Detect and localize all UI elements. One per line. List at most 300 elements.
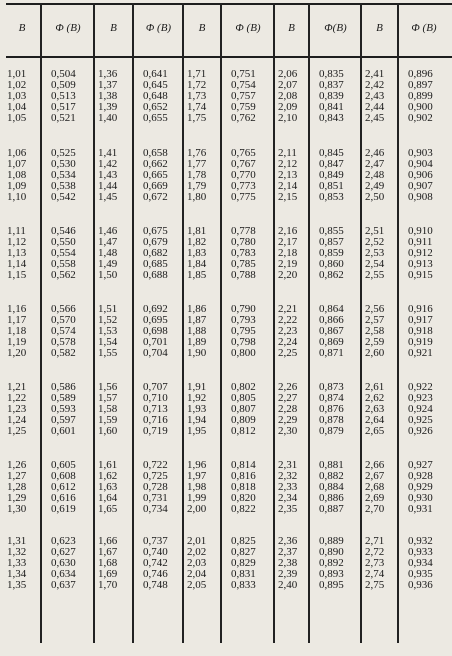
phi-value: 0,504 <box>51 68 76 80</box>
phi-value: 0,871 <box>319 347 344 359</box>
b-value: 2,44 <box>365 101 385 113</box>
b-value: 2,16 <box>278 225 298 237</box>
phi-value: 0,790 <box>231 303 256 315</box>
phi-value: 0,630 <box>51 557 76 569</box>
phi-value: 0,550 <box>51 236 76 248</box>
phi-value: 0,934 <box>408 557 433 569</box>
b-value: 2,65 <box>365 425 385 437</box>
b-value: 2,50 <box>365 191 385 203</box>
phi-value: 0,851 <box>319 180 344 192</box>
b-value: 1,72 <box>187 79 207 91</box>
phi-value: 0,685 <box>143 258 168 270</box>
phi-value: 0,922 <box>408 381 433 393</box>
b-value: 2,46 <box>365 147 385 159</box>
header-rule <box>6 56 452 58</box>
column-divider <box>308 3 310 643</box>
b-value: 1,19 <box>7 336 27 348</box>
b-value: 2,72 <box>365 546 385 558</box>
phi-value: 0,538 <box>51 180 76 192</box>
b-value: 1,25 <box>7 425 27 437</box>
b-value: 1,17 <box>7 314 27 326</box>
b-value: 2,03 <box>187 557 207 569</box>
phi-value: 0,695 <box>143 314 168 326</box>
b-value: 2,30 <box>278 425 298 437</box>
phi-value: 0,927 <box>408 459 433 471</box>
phi-value: 0,757 <box>231 90 256 102</box>
b-value: 2,08 <box>278 90 298 102</box>
phi-value: 0,578 <box>51 336 76 348</box>
b-value: 2,59 <box>365 336 385 348</box>
phi-value: 0,869 <box>319 336 344 348</box>
b-value: 1,50 <box>98 269 118 281</box>
b-value: 1,14 <box>7 258 27 270</box>
b-value: 1,59 <box>98 414 118 426</box>
b-value: 1,22 <box>7 392 27 404</box>
phi-value: 0,900 <box>408 101 433 113</box>
phi-value: 0,734 <box>143 503 168 515</box>
b-value: 1,93 <box>187 403 207 415</box>
b-value: 2,64 <box>365 414 385 426</box>
phi-value: 0,788 <box>231 269 256 281</box>
phi-value: 0,759 <box>231 101 256 113</box>
phi-value: 0,839 <box>319 90 344 102</box>
phi-value: 0,692 <box>143 303 168 315</box>
b-value: 1,73 <box>187 90 207 102</box>
phi-value: 0,818 <box>231 481 256 493</box>
phi-value: 0,637 <box>51 579 76 591</box>
phi-value: 0,890 <box>319 546 344 558</box>
phi-value: 0,742 <box>143 557 168 569</box>
phi-value: 0,566 <box>51 303 76 315</box>
b-value: 1,60 <box>98 425 118 437</box>
b-value: 2,31 <box>278 459 298 471</box>
b-value: 1,63 <box>98 481 118 493</box>
phi-value: 0,746 <box>143 568 168 580</box>
phi-value: 0,798 <box>231 336 256 348</box>
phi-value: 0,911 <box>408 236 433 248</box>
phi-value: 0,597 <box>51 414 76 426</box>
header-phi-b: Φ(B) <box>324 22 347 34</box>
phi-value: 0,921 <box>408 347 433 359</box>
b-value: 2,63 <box>365 403 385 415</box>
b-value: 2,57 <box>365 314 385 326</box>
phi-value: 0,882 <box>319 470 344 482</box>
phi-value: 0,754 <box>231 79 256 91</box>
b-value: 2,62 <box>365 392 385 404</box>
b-value: 2,09 <box>278 101 298 113</box>
b-value: 2,52 <box>365 236 385 248</box>
phi-value: 0,873 <box>319 381 344 393</box>
phi-value: 0,902 <box>408 112 433 124</box>
b-value: 2,71 <box>365 535 385 547</box>
b-value: 1,43 <box>98 169 118 181</box>
b-value: 2,02 <box>187 546 207 558</box>
phi-value: 0,605 <box>51 459 76 471</box>
phi-value: 0,936 <box>408 579 433 591</box>
phi-value: 0,530 <box>51 158 76 170</box>
b-value: 2,26 <box>278 381 298 393</box>
b-value: 1,05 <box>7 112 27 124</box>
phi-value: 0,915 <box>408 269 433 281</box>
phi-value: 0,770 <box>231 169 256 181</box>
b-value: 1,51 <box>98 303 118 315</box>
b-value: 1,98 <box>187 481 207 493</box>
b-value: 1,26 <box>7 459 27 471</box>
b-value: 1,32 <box>7 546 27 558</box>
b-value: 2,42 <box>365 79 385 91</box>
b-value: 2,70 <box>365 503 385 515</box>
b-value: 2,67 <box>365 470 385 482</box>
b-value: 1,28 <box>7 481 27 493</box>
b-value: 1,09 <box>7 180 27 192</box>
b-value: 1,45 <box>98 191 118 203</box>
phi-value: 0,645 <box>143 79 168 91</box>
b-value: 1,42 <box>98 158 118 170</box>
b-value: 2,04 <box>187 568 207 580</box>
b-value: 1,99 <box>187 492 207 504</box>
phi-value: 0,814 <box>231 459 256 471</box>
b-value: 1,03 <box>7 90 27 102</box>
b-value: 1,55 <box>98 347 118 359</box>
b-value: 2,07 <box>278 79 298 91</box>
phi-value: 0,780 <box>231 236 256 248</box>
b-value: 2,48 <box>365 169 385 181</box>
b-value: 1,71 <box>187 68 207 80</box>
b-value: 1,04 <box>7 101 27 113</box>
b-value: 1,33 <box>7 557 27 569</box>
column-divider <box>132 3 134 643</box>
b-value: 1,94 <box>187 414 207 426</box>
b-value: 1,18 <box>7 325 27 337</box>
phi-value: 0,829 <box>231 557 256 569</box>
phi-value: 0,893 <box>319 568 344 580</box>
b-value: 1,47 <box>98 236 118 248</box>
phi-value: 0,648 <box>143 90 168 102</box>
b-value: 2,10 <box>278 112 298 124</box>
b-value: 1,41 <box>98 147 118 159</box>
b-value: 2,00 <box>187 503 207 515</box>
phi-value: 0,589 <box>51 392 76 404</box>
b-value: 2,49 <box>365 180 385 192</box>
b-value: 2,37 <box>278 546 298 558</box>
b-value: 1,56 <box>98 381 118 393</box>
b-value: 1,39 <box>98 101 118 113</box>
phi-value: 0,748 <box>143 579 168 591</box>
b-value: 2,45 <box>365 112 385 124</box>
header-b: B <box>198 22 206 34</box>
phi-value: 0,849 <box>319 169 344 181</box>
phi-value: 0,825 <box>231 535 256 547</box>
phi-value: 0,837 <box>319 79 344 91</box>
phi-value: 0,669 <box>143 180 168 192</box>
b-value: 2,40 <box>278 579 298 591</box>
header-phi-b: Φ (B) <box>235 22 261 34</box>
b-value: 1,86 <box>187 303 207 315</box>
phi-value: 0,762 <box>231 112 256 124</box>
b-value: 1,58 <box>98 403 118 415</box>
phi-value: 0,554 <box>51 247 76 259</box>
b-value: 1,29 <box>7 492 27 504</box>
phi-value: 0,608 <box>51 470 76 482</box>
phi-value: 0,525 <box>51 147 76 159</box>
phi-value: 0,928 <box>408 470 433 482</box>
phi-value: 0,509 <box>51 79 76 91</box>
phi-value: 0,903 <box>408 147 433 159</box>
b-value: 1,76 <box>187 147 207 159</box>
b-value: 2,74 <box>365 568 385 580</box>
b-value: 1,31 <box>7 535 27 547</box>
b-value: 2,41 <box>365 68 385 80</box>
phi-value: 0,627 <box>51 546 76 558</box>
b-value: 1,34 <box>7 568 27 580</box>
header-phi-b: Φ (B) <box>411 22 437 34</box>
phi-value: 0,562 <box>51 269 76 281</box>
b-value: 1,37 <box>98 79 118 91</box>
phi-value: 0,827 <box>231 546 256 558</box>
phi-value: 0,908 <box>408 191 433 203</box>
phi-value: 0,930 <box>408 492 433 504</box>
phi-value: 0,775 <box>231 191 256 203</box>
phi-value: 0,931 <box>408 503 433 515</box>
phi-value: 0,879 <box>319 425 344 437</box>
b-value: 1,70 <box>98 579 118 591</box>
phi-value: 0,793 <box>231 314 256 326</box>
b-value: 1,89 <box>187 336 207 348</box>
phi-value: 0,904 <box>408 158 433 170</box>
b-value: 1,65 <box>98 503 118 515</box>
phi-value: 0,672 <box>143 191 168 203</box>
b-value: 2,17 <box>278 236 298 248</box>
phi-value: 0,704 <box>143 347 168 359</box>
phi-value: 0,805 <box>231 392 256 404</box>
phi-value: 0,570 <box>51 314 76 326</box>
phi-value: 0,800 <box>231 347 256 359</box>
phi-value: 0,919 <box>408 336 433 348</box>
b-value: 1,40 <box>98 112 118 124</box>
b-value: 1,91 <box>187 381 207 393</box>
b-value: 1,81 <box>187 225 207 237</box>
phi-value: 0,707 <box>143 381 168 393</box>
phi-value: 0,822 <box>231 503 256 515</box>
b-value: 2,13 <box>278 169 298 181</box>
phi-value: 0,778 <box>231 225 256 237</box>
b-value: 1,24 <box>7 414 27 426</box>
b-value: 1,30 <box>7 503 27 515</box>
phi-value: 0,855 <box>319 225 344 237</box>
b-value: 1,16 <box>7 303 27 315</box>
b-value: 1,53 <box>98 325 118 337</box>
phi-value: 0,655 <box>143 112 168 124</box>
phi-value: 0,783 <box>231 247 256 259</box>
b-value: 2,55 <box>365 269 385 281</box>
phi-value: 0,907 <box>408 180 433 192</box>
b-value: 1,79 <box>187 180 207 192</box>
phi-value: 0,731 <box>143 492 168 504</box>
phi-value: 0,912 <box>408 247 433 259</box>
b-value: 2,29 <box>278 414 298 426</box>
b-value: 2,01 <box>187 535 207 547</box>
b-value: 2,66 <box>365 459 385 471</box>
b-value: 1,77 <box>187 158 207 170</box>
phi-value: 0,534 <box>51 169 76 181</box>
b-value: 2,21 <box>278 303 298 315</box>
phi-value: 0,517 <box>51 101 76 113</box>
phi-value: 0,847 <box>319 158 344 170</box>
phi-value: 0,586 <box>51 381 76 393</box>
phi-value: 0,895 <box>319 579 344 591</box>
b-value: 2,20 <box>278 269 298 281</box>
b-value: 1,46 <box>98 225 118 237</box>
b-value: 1,23 <box>7 403 27 415</box>
b-value: 2,34 <box>278 492 298 504</box>
b-value: 1,21 <box>7 381 27 393</box>
header-b: B <box>376 22 383 34</box>
phi-value: 0,701 <box>143 336 168 348</box>
phi-value: 0,886 <box>319 492 344 504</box>
phi-value: 0,835 <box>319 68 344 80</box>
phi-value: 0,619 <box>51 503 76 515</box>
b-value: 2,47 <box>365 158 385 170</box>
b-value: 2,73 <box>365 557 385 569</box>
phi-value: 0,795 <box>231 325 256 337</box>
phi-value: 0,728 <box>143 481 168 493</box>
phi-value: 0,785 <box>231 258 256 270</box>
b-value: 2,24 <box>278 336 298 348</box>
b-value: 1,61 <box>98 459 118 471</box>
phi-value: 0,913 <box>408 258 433 270</box>
phi-value: 0,924 <box>408 403 433 415</box>
phi-value: 0,853 <box>319 191 344 203</box>
b-value: 1,02 <box>7 79 27 91</box>
phi-value: 0,725 <box>143 470 168 482</box>
b-value: 1,15 <box>7 269 27 281</box>
phi-value: 0,884 <box>319 481 344 493</box>
phi-value: 0,679 <box>143 236 168 248</box>
b-value: 1,85 <box>187 269 207 281</box>
b-value: 1,69 <box>98 568 118 580</box>
b-value: 1,84 <box>187 258 207 270</box>
phi-value: 0,932 <box>408 535 433 547</box>
phi-value: 0,546 <box>51 225 76 237</box>
phi-value: 0,866 <box>319 314 344 326</box>
phi-value: 0,820 <box>231 492 256 504</box>
phi-value: 0,722 <box>143 459 168 471</box>
phi-value: 0,926 <box>408 425 433 437</box>
header-phi-b: Φ (B) <box>55 22 81 34</box>
phi-value: 0,896 <box>408 68 433 80</box>
phi-value: 0,812 <box>231 425 256 437</box>
phi-value: 0,558 <box>51 258 76 270</box>
phi-value: 0,864 <box>319 303 344 315</box>
b-value: 1,82 <box>187 236 207 248</box>
b-value: 1,44 <box>98 180 118 192</box>
b-value: 2,27 <box>278 392 298 404</box>
column-divider <box>397 3 399 643</box>
column-divider <box>220 3 222 643</box>
phi-value: 0,513 <box>51 90 76 102</box>
phi-value: 0,641 <box>143 68 168 80</box>
b-value: 1,35 <box>7 579 27 591</box>
phi-value: 0,917 <box>408 314 433 326</box>
phi-value: 0,593 <box>51 403 76 415</box>
phi-value: 0,859 <box>319 247 344 259</box>
b-value: 1,13 <box>7 247 27 259</box>
phi-value: 0,897 <box>408 79 433 91</box>
phi-value: 0,935 <box>408 568 433 580</box>
b-value: 2,06 <box>278 68 298 80</box>
b-value: 1,74 <box>187 101 207 113</box>
phi-value: 0,773 <box>231 180 256 192</box>
phi-value: 0,899 <box>408 90 433 102</box>
phi-value: 0,765 <box>231 147 256 159</box>
b-value: 2,54 <box>365 258 385 270</box>
phi-value: 0,929 <box>408 481 433 493</box>
phi-value: 0,634 <box>51 568 76 580</box>
phi-value: 0,809 <box>231 414 256 426</box>
phi-value: 0,881 <box>319 459 344 471</box>
b-value: 1,52 <box>98 314 118 326</box>
b-value: 1,01 <box>7 68 27 80</box>
b-value: 2,12 <box>278 158 298 170</box>
b-value: 1,38 <box>98 90 118 102</box>
b-value: 2,60 <box>365 347 385 359</box>
phi-value: 0,521 <box>51 112 76 124</box>
table-top-rule <box>6 3 452 5</box>
b-value: 1,78 <box>187 169 207 181</box>
phi-value: 0,612 <box>51 481 76 493</box>
b-value: 1,90 <box>187 347 207 359</box>
phi-value: 0,807 <box>231 403 256 415</box>
b-value: 2,68 <box>365 481 385 493</box>
phi-value: 0,802 <box>231 381 256 393</box>
b-value: 2,25 <box>278 347 298 359</box>
phi-value: 0,698 <box>143 325 168 337</box>
header-b: B <box>288 22 295 34</box>
b-value: 2,14 <box>278 180 298 192</box>
phi-value: 0,665 <box>143 169 168 181</box>
header-b: B <box>110 22 117 34</box>
b-value: 2,53 <box>365 247 385 259</box>
phi-value: 0,843 <box>319 112 344 124</box>
header-phi-b: Φ (B) <box>145 22 172 34</box>
phi-value: 0,574 <box>51 325 76 337</box>
phi-value: 0,688 <box>143 269 168 281</box>
b-value: 2,58 <box>365 325 385 337</box>
b-value: 2,75 <box>365 579 385 591</box>
phi-value: 0,923 <box>408 392 433 404</box>
b-value: 1,64 <box>98 492 118 504</box>
b-value: 2,36 <box>278 535 298 547</box>
phi-value: 0,857 <box>319 236 344 248</box>
b-value: 2,51 <box>365 225 385 237</box>
b-value: 1,75 <box>187 112 207 124</box>
phi-value: 0,833 <box>231 579 256 591</box>
phi-value: 0,767 <box>231 158 256 170</box>
phi-value: 0,737 <box>143 535 168 547</box>
b-value: 1,07 <box>7 158 27 170</box>
b-value: 2,43 <box>365 90 385 102</box>
b-value: 2,35 <box>278 503 298 515</box>
phi-value: 0,862 <box>319 269 344 281</box>
b-value: 1,66 <box>98 535 118 547</box>
b-value: 2,11 <box>278 147 297 159</box>
phi-value: 0,719 <box>143 425 168 437</box>
phi-value: 0,710 <box>143 392 168 404</box>
b-value: 1,20 <box>7 347 27 359</box>
b-value: 2,33 <box>278 481 298 493</box>
phi-value: 0,845 <box>319 147 344 159</box>
b-value: 1,10 <box>7 191 27 203</box>
